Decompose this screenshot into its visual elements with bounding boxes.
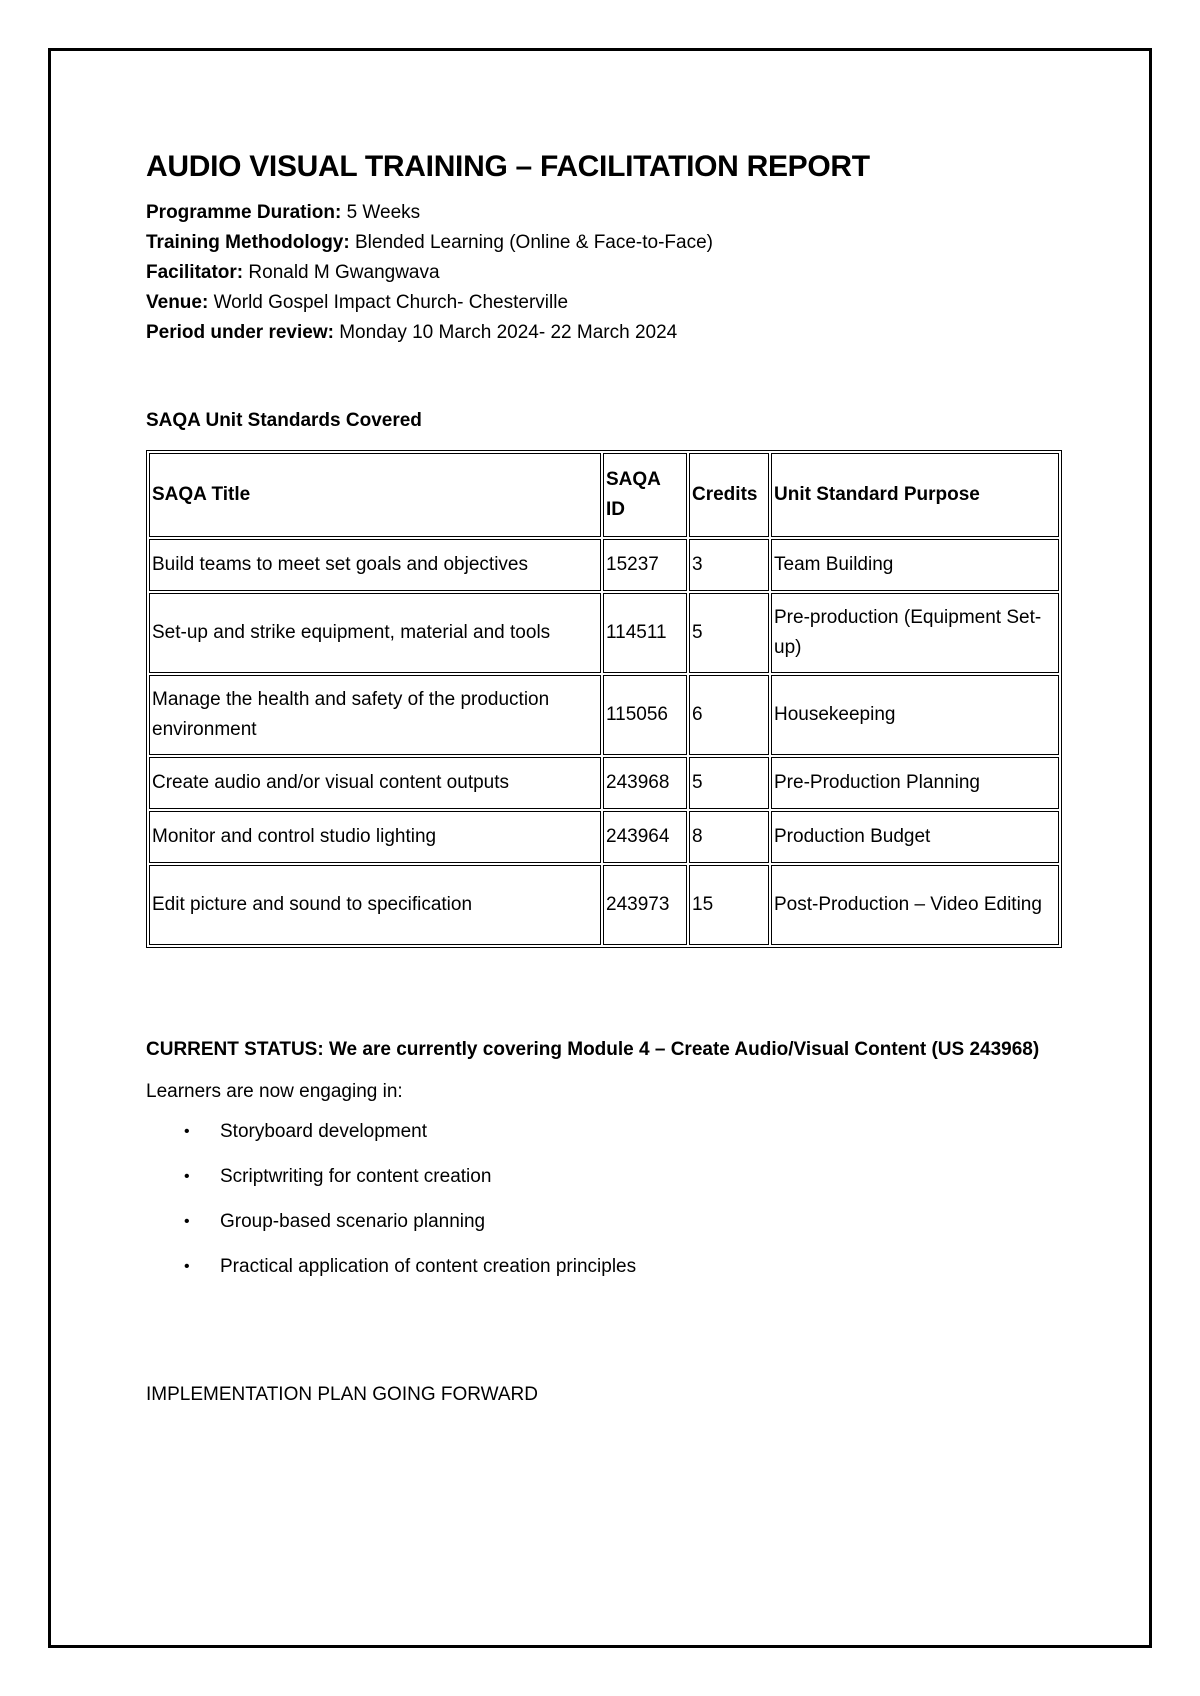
list-item: [184, 1253, 1066, 1281]
meta-value: 5 Weeks: [341, 202, 421, 223]
cell-id: 114511: [603, 593, 687, 673]
activities-intro: Learners are now engaging in:: [146, 1081, 403, 1102]
header-saqa-title: SAQA Title: [149, 453, 601, 537]
meta-label: Facilitator:: [146, 262, 244, 283]
table-row: [149, 539, 1059, 591]
cell-purpose: Post-Production – Video Editing: [771, 865, 1059, 945]
meta-period: [146, 318, 1066, 348]
cell-credits: 5: [689, 593, 769, 673]
meta-label: Period under review:: [146, 322, 334, 343]
list-item-text: Storyboard development: [220, 1121, 428, 1142]
header-credits: Credits: [689, 453, 769, 537]
list-item: [184, 1118, 1066, 1146]
document-body: [146, 148, 1066, 1409]
current-status: CURRENT STATUS: We are currently covering Module 4 – Create Audio/Visual Content (US 243968): [146, 1039, 1040, 1060]
document-title: AUDIO VISUAL TRAINING – FACILITATION REPORT: [146, 150, 870, 183]
meta-methodology: [146, 228, 1066, 258]
cell-credits: 15: [689, 865, 769, 945]
implementation-heading: IMPLEMENTATION PLAN GOING FORWARD: [146, 1384, 538, 1405]
meta-value: Ronald M Gwangwava: [243, 262, 440, 283]
cell-credits: 6: [689, 675, 769, 755]
unit-standards-heading: SAQA Unit Standards Covered: [146, 410, 422, 431]
list-item-text: Practical application of content creation principles: [220, 1256, 637, 1277]
bullet-icon: •: [184, 1213, 190, 1230]
cell-purpose: Production Budget: [771, 811, 1059, 863]
cell-id: 243968: [603, 757, 687, 809]
meta-value: Monday 10 March 2024- 22 March 2024: [333, 322, 678, 343]
cell-id: 243973: [603, 865, 687, 945]
meta-value: Blended Learning (Online & Face-to-Face): [349, 232, 714, 253]
cell-purpose: Team Building: [771, 539, 1059, 591]
cell-credits: 3: [689, 539, 769, 591]
cell-title: Manage the health and safety of the production environment: [149, 675, 601, 755]
header-saqa-id: SAQA ID: [603, 453, 687, 537]
table-row: [149, 675, 1059, 755]
list-item: [184, 1163, 1066, 1191]
cell-purpose: Pre-Production Planning: [771, 757, 1059, 809]
cell-purpose: Pre-production (Equipment Set-up): [771, 593, 1059, 673]
bullet-icon: •: [184, 1168, 190, 1185]
table-row: [149, 757, 1059, 809]
cell-title: Build teams to meet set goals and objectives: [149, 539, 601, 591]
cell-title: Create audio and/or visual content outputs: [149, 757, 601, 809]
cell-id: 15237: [603, 539, 687, 591]
table-row: [149, 865, 1059, 945]
list-item-text: Group-based scenario planning: [220, 1211, 486, 1232]
meta-label: Programme Duration:: [146, 202, 342, 223]
bullet-icon: •: [184, 1123, 190, 1140]
unit-standards-table: [146, 450, 1062, 948]
table-header-row: [149, 453, 1059, 537]
cell-purpose: Housekeeping: [771, 675, 1059, 755]
meta-value: World Gospel Impact Church- Chesterville: [208, 292, 569, 313]
cell-credits: 5: [689, 757, 769, 809]
cell-title: Edit picture and sound to specification: [149, 865, 601, 945]
table-row: [149, 593, 1059, 673]
meta-venue: [146, 288, 1066, 318]
header-purpose: Unit Standard Purpose: [771, 453, 1059, 537]
programme-details: [146, 198, 1066, 348]
cell-credits: 8: [689, 811, 769, 863]
cell-id: 115056: [603, 675, 687, 755]
meta-duration: [146, 198, 1066, 228]
meta-facilitator: [146, 258, 1066, 288]
cell-id: 243964: [603, 811, 687, 863]
list-item: [184, 1208, 1066, 1236]
activities-list: [146, 1118, 1066, 1281]
cell-title: Set-up and strike equipment, material and tools: [149, 593, 601, 673]
list-item-text: Scriptwriting for content creation: [220, 1166, 492, 1187]
meta-label: Venue:: [146, 292, 209, 313]
bullet-icon: •: [184, 1258, 190, 1275]
table-row: [149, 811, 1059, 863]
cell-title: Monitor and control studio lighting: [149, 811, 601, 863]
meta-label: Training Methodology:: [146, 232, 350, 253]
